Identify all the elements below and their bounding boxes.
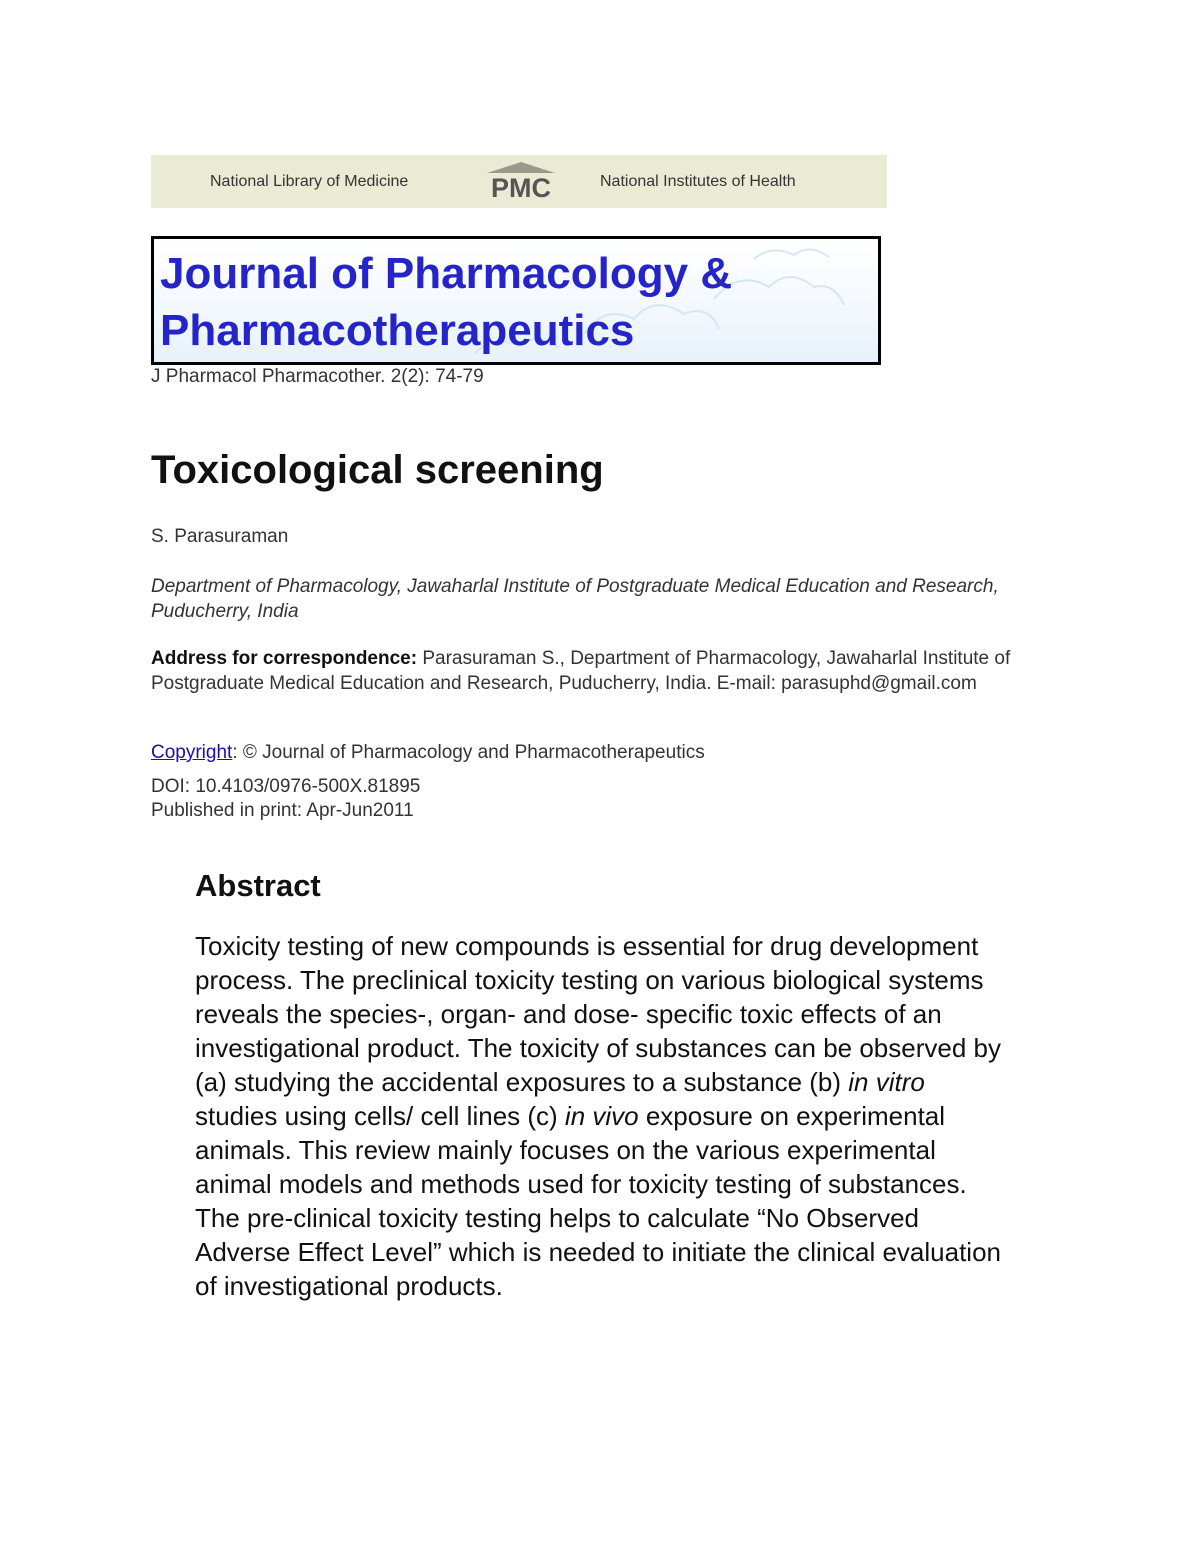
copyright-text: : © Journal of Pharmacology and Pharmacotherapeutics	[232, 742, 705, 763]
abstract-text	[195, 929, 1010, 1303]
copyright-link[interactable]: Copyright	[151, 742, 233, 763]
journal-title: Journal of Pharmacology & Pharmacotherapeutics	[160, 249, 733, 355]
nih-label: National Institutes of Health	[600, 173, 796, 190]
article-title: Toxicological screening	[151, 448, 604, 492]
address-label: Address for correspondence:	[151, 648, 418, 669]
published-date: Published in print: Apr-Jun2011	[151, 800, 414, 821]
nlm-label: National Library of Medicine	[210, 173, 409, 190]
abstract-italic-in-vivo: in vivo	[564, 1101, 639, 1131]
publication-info	[151, 775, 420, 823]
abstract-part-2: studies using cells/ cell lines (c)	[195, 1101, 565, 1131]
abstract-part-3: exposure on experimental animals. This review mainly focuses on the various experimental animal models and methods used for toxicity testing of substances. The pre-clinical toxicity testing helps to calculate “No Observed Adverse Effect Level” which is needed to initiate the clinical evaluation of investigational products.	[195, 1101, 1001, 1301]
citation: J Pharmacol Pharmacother. 2(2): 74-79	[151, 366, 484, 387]
pmc-logo	[481, 159, 561, 205]
author-name: S. Parasuraman	[151, 526, 289, 547]
copyright-line	[151, 742, 705, 764]
pmc-logo-text: PMC	[491, 173, 551, 203]
pmc-banner	[151, 155, 887, 208]
doi: DOI: 10.4103/0976-500X.81895	[151, 776, 421, 797]
affiliation: Department of Pharmacology, Jawaharlal Institute of Postgraduate Medical Education and Research, Puducherry, India	[151, 576, 999, 622]
abstract-italic-in-vitro: in vitro	[848, 1067, 925, 1097]
correspondence-address	[151, 646, 1061, 696]
address-text: Parasuraman S., Department of Pharmacology, Jawaharlal Institute of Postgraduate Medical Education and Research, Puducherry, India. E-mail: parasuphd@gmail.com	[151, 648, 1011, 694]
journal-title-box	[151, 236, 881, 365]
abstract-part-1: Toxicity testing of new compounds is essential for drug development process. The preclinical toxicity testing on various biological systems reveals the species-, organ- and dose- specific toxic effects of an investigational product. The toxicity of substances can be observed by (a) studying the accidental exposures to a substance (b)	[195, 931, 1001, 1097]
abstract-heading: Abstract	[195, 868, 321, 903]
